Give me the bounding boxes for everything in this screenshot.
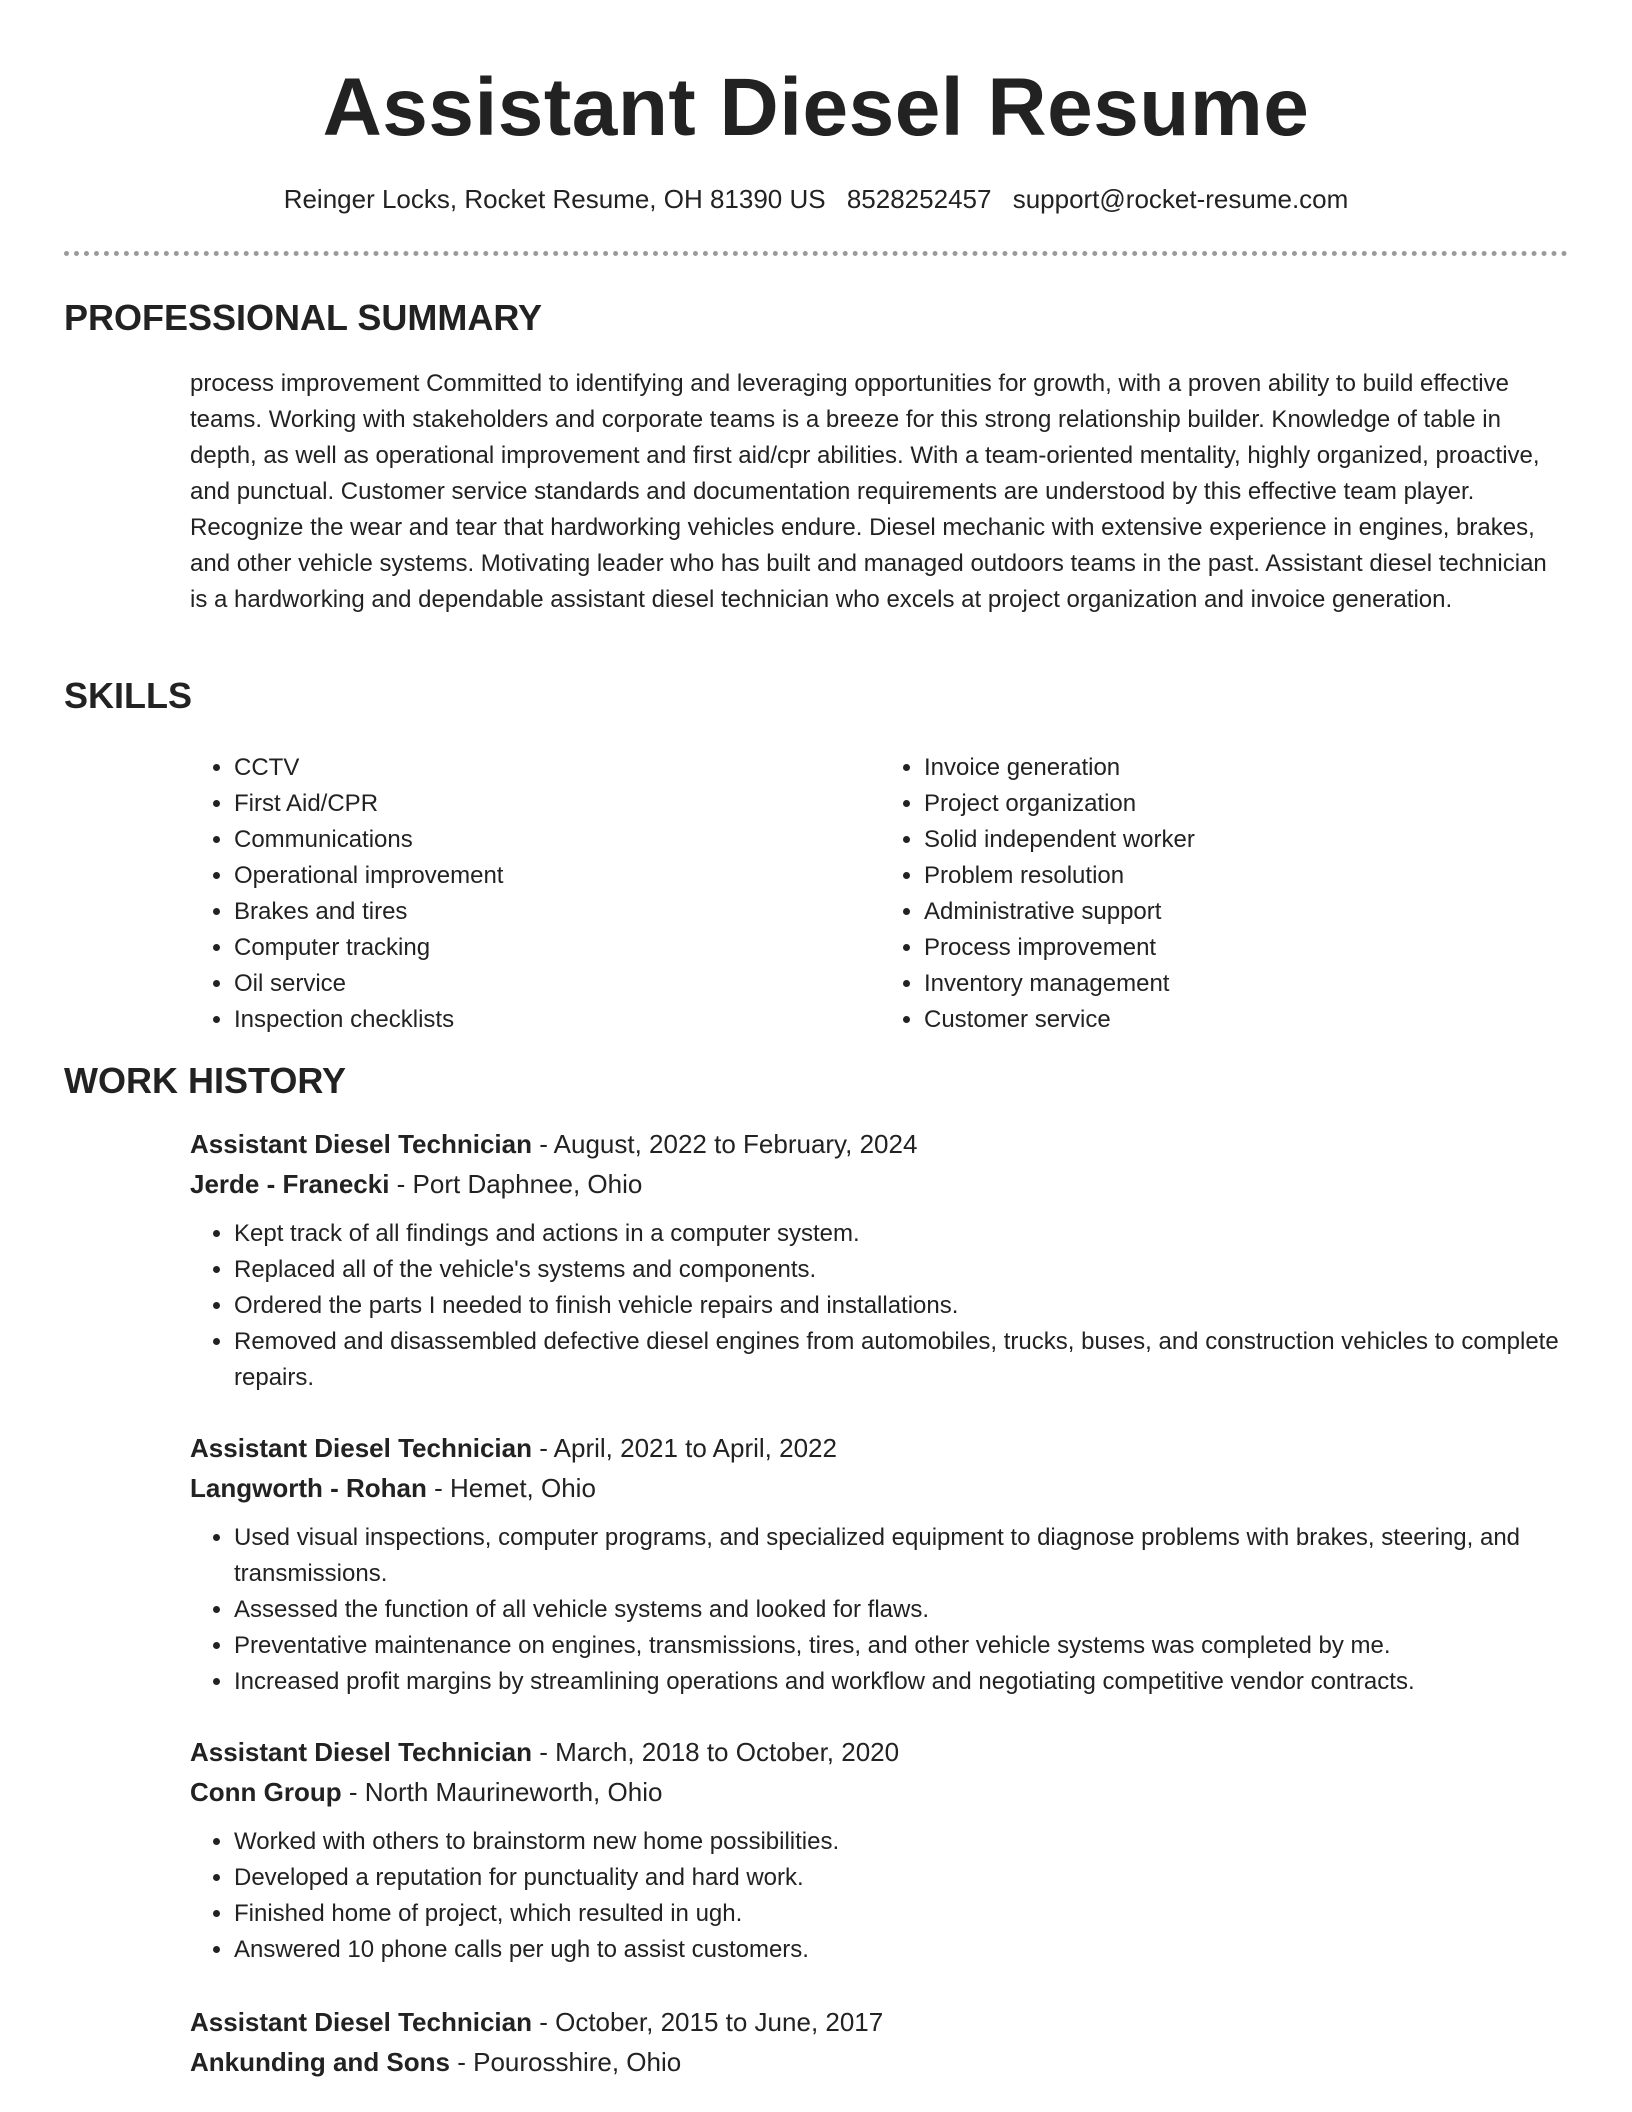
job-dates: - March, 2018 to October, 2020 bbox=[531, 1737, 900, 1767]
job-bullets bbox=[190, 1520, 1570, 1700]
skill-item: • Problem resolution bbox=[924, 858, 1570, 894]
contact-line bbox=[0, 182, 1632, 216]
job-bullets bbox=[190, 1824, 1570, 1968]
job-title: Assistant Diesel Technician bbox=[190, 1433, 532, 1463]
job-title-line bbox=[190, 1428, 1570, 1468]
job-bullet: • Assessed the function of all vehicle systems and looked for flaws. bbox=[234, 1592, 1570, 1628]
skills-list bbox=[190, 750, 1570, 1038]
job-title: Assistant Diesel Technician bbox=[190, 1737, 532, 1767]
job-company: Langworth - Rohan bbox=[190, 1473, 427, 1503]
skills-column-left bbox=[190, 750, 880, 1038]
skill-item: • Oil service bbox=[234, 966, 880, 1002]
job-location: - North Maurineworth, Ohio bbox=[341, 1777, 663, 1807]
skill-item: • Operational improvement bbox=[234, 858, 880, 894]
section-title-summary: PROFESSIONAL SUMMARY bbox=[64, 297, 543, 338]
job-location: - Pourosshire, Ohio bbox=[450, 2047, 682, 2077]
contact-phone: 8528252457 bbox=[846, 184, 992, 214]
job-dates: - April, 2021 to April, 2022 bbox=[531, 1433, 837, 1463]
skill-item: • Administrative support bbox=[924, 894, 1570, 930]
skill-item: • Brakes and tires bbox=[234, 894, 880, 930]
job-location: - Hemet, Ohio bbox=[426, 1473, 596, 1503]
skill-item: • Inventory management bbox=[924, 966, 1570, 1002]
header-divider bbox=[64, 251, 1568, 256]
summary-text: process improvement Committed to identifying and leveraging opportunities for growth, with a proven ability to build effective teams. Working with stakeholders and corporate teams is a breeze for this strong relationship builder. Knowledge of table in depth, as well as operational improvement and first aid/cpr abilities. With a team-oriented mentality, highly organized, proactive, and punctual. Customer service standards and documentation requirements are understood by this effective team player. Recognize the wear and tear that hardworking vehicles endure. Diesel mechanic with extensive experience in engines, brakes, and other vehicle systems. Motivating leader who has built and managed outdoors teams in the past. Assistant diesel technician is a hardworking and dependable assistant diesel technician who excels at project organization and invoice generation. bbox=[190, 370, 1547, 613]
job-title-line bbox=[190, 2002, 1570, 2042]
skill-item: • Solid independent worker bbox=[924, 822, 1570, 858]
job-bullet: • Preventative maintenance on engines, transmissions, tires, and other vehicle systems was completed by me. bbox=[234, 1628, 1570, 1664]
skills-column-right bbox=[880, 750, 1570, 1038]
job-bullet: • Used visual inspections, computer programs, and specialized equipment to diagnose problems with brakes, steering, and transmissions. bbox=[234, 1520, 1570, 1592]
section-title-work: WORK HISTORY bbox=[64, 1060, 347, 1101]
skill-item: • Project organization bbox=[924, 786, 1570, 822]
job-bullet: • Replaced all of the vehicle's systems and components. bbox=[234, 1252, 1570, 1288]
skill-item: • CCTV bbox=[234, 750, 880, 786]
job-title-line bbox=[190, 1732, 1570, 1772]
job-dates: - October, 2015 to June, 2017 bbox=[531, 2007, 884, 2037]
job-bullet: • Removed and disassembled defective diesel engines from automobiles, trucks, buses, and construction vehicles to complete repairs. bbox=[234, 1324, 1570, 1396]
job-company-line bbox=[190, 2042, 1570, 2082]
skill-item: • Process improvement bbox=[924, 930, 1570, 966]
job-entry bbox=[190, 1732, 1570, 1968]
job-bullet: • Increased profit margins by streamlining operations and workflow and negotiating competitive vendor contracts. bbox=[234, 1664, 1570, 1700]
job-dates: - August, 2022 to February, 2024 bbox=[531, 1129, 918, 1159]
skill-item: • Communications bbox=[234, 822, 880, 858]
job-title: Assistant Diesel Technician bbox=[190, 1129, 532, 1159]
job-bullet: • Finished home of project, which resulted in ugh. bbox=[234, 1896, 1570, 1932]
job-bullets bbox=[190, 1216, 1570, 1396]
job-entry bbox=[190, 2002, 1570, 2082]
job-company: Ankunding and Sons bbox=[190, 2047, 450, 2077]
job-location: - Port Daphnee, Ohio bbox=[389, 1169, 643, 1199]
skill-item: • Customer service bbox=[924, 1002, 1570, 1038]
job-company: Conn Group bbox=[190, 1777, 342, 1807]
job-title: Assistant Diesel Technician bbox=[190, 2007, 532, 2037]
job-bullet: • Worked with others to brainstorm new home possibilities. bbox=[234, 1824, 1570, 1860]
job-bullet: • Developed a reputation for punctuality and hard work. bbox=[234, 1860, 1570, 1896]
job-company-line bbox=[190, 1164, 1570, 1204]
job-company-line bbox=[190, 1468, 1570, 1508]
job-entry bbox=[190, 1124, 1570, 1396]
job-bullet: • Kept track of all findings and actions in a computer system. bbox=[234, 1216, 1570, 1252]
section-title-skills: SKILLS bbox=[64, 675, 193, 716]
contact-address: Reinger Locks, Rocket Resume, OH 81390 US bbox=[283, 184, 826, 214]
skill-item: • Computer tracking bbox=[234, 930, 880, 966]
skill-item: • Invoice generation bbox=[924, 750, 1570, 786]
job-bullet: • Ordered the parts I needed to finish vehicle repairs and installations. bbox=[234, 1288, 1570, 1324]
contact-email: support@rocket-resume.com bbox=[1012, 184, 1349, 214]
job-company: Jerde - Franecki bbox=[190, 1169, 390, 1199]
job-entry bbox=[190, 1428, 1570, 1700]
resume-title: Assistant Diesel Resume bbox=[322, 62, 1310, 153]
skill-item: • First Aid/CPR bbox=[234, 786, 880, 822]
job-bullet: • Answered 10 phone calls per ugh to assist customers. bbox=[234, 1932, 1570, 1968]
job-title-line bbox=[190, 1124, 1570, 1164]
job-company-line bbox=[190, 1772, 1570, 1812]
skill-item: • Inspection checklists bbox=[234, 1002, 880, 1038]
